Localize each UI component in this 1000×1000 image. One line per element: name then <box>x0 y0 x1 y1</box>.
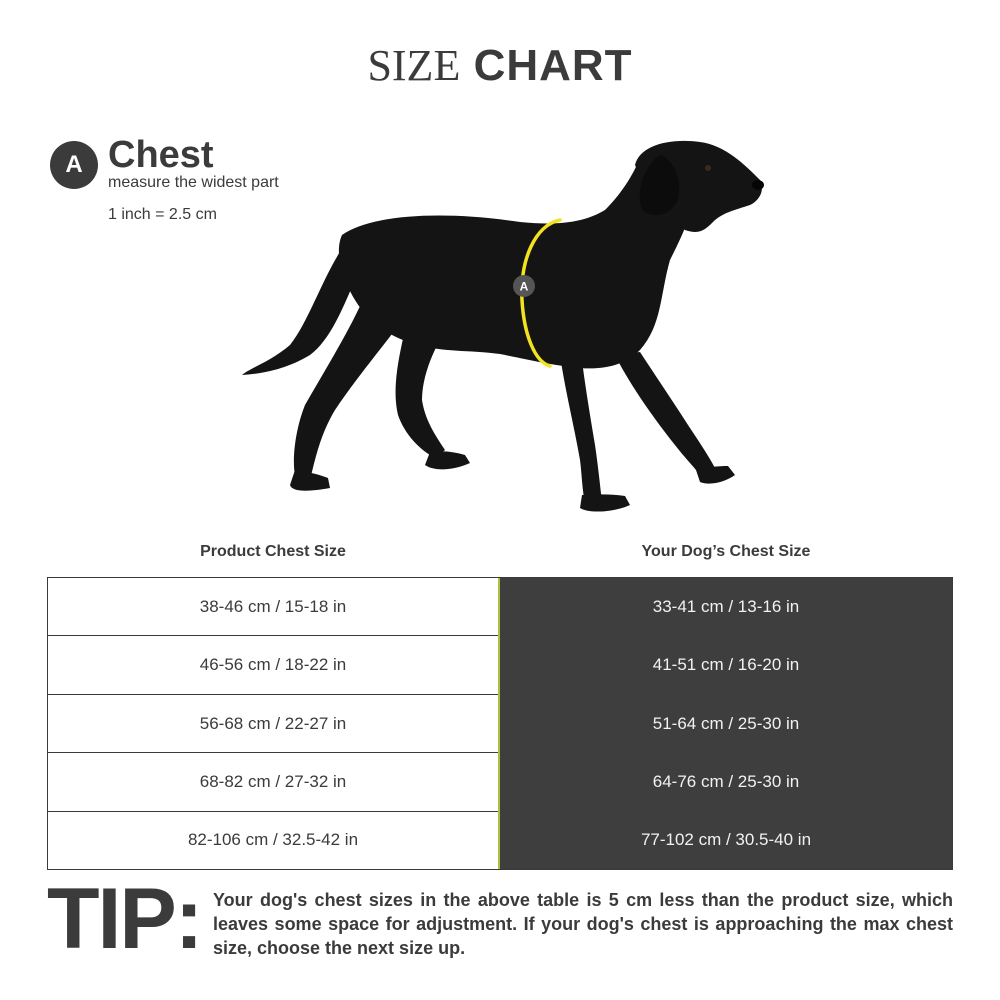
measure-badge: A <box>50 141 98 189</box>
dog-size-cell: 64-76 cm / 25-30 in <box>652 771 800 791</box>
dog-eye <box>705 165 711 171</box>
dog-size-cell: 33-41 cm / 13-16 in <box>652 597 800 617</box>
dog-illustration <box>230 130 780 520</box>
title-part-1: SIZE <box>367 41 461 90</box>
chest-marker-label: A <box>519 279 529 294</box>
dog-front-leg-1 <box>560 355 602 502</box>
product-size-cell: 68-82 cm / 27-32 in <box>48 752 498 810</box>
product-size-cell: 46-56 cm / 18-22 in <box>48 635 498 693</box>
product-size-cell: 82-106 cm / 32.5-42 in <box>48 811 498 869</box>
measure-subtitle: measure the widest part <box>108 174 279 191</box>
page-title <box>0 40 1000 91</box>
header-dog-chest-size: Your Dog’s Chest Size <box>641 543 811 560</box>
dog-back-leg-2 <box>396 330 445 458</box>
dog-size-cell: 41-51 cm / 16-20 in <box>652 655 800 675</box>
size-table <box>47 577 953 870</box>
tip-label: TIP: <box>47 871 202 967</box>
tip-text: Your dog's chest sizes in the above table is 5 cm less than the product size, which leaves some space for adjustment. If your dog's chest is approaching the max chest size, choose the next size up. <box>213 890 953 958</box>
dog-size-cell: 51-64 cm / 25-30 in <box>652 713 800 733</box>
dog-front-leg-2 <box>615 352 715 475</box>
dog-nose <box>752 180 764 190</box>
dog-size-cell: 77-102 cm / 30.5-40 in <box>640 829 812 849</box>
product-size-cell: 56-68 cm / 22-27 in <box>48 694 498 752</box>
dog-body <box>339 158 693 368</box>
product-size-column <box>48 578 500 869</box>
header-product-chest-size: Product Chest Size <box>200 543 346 560</box>
unit-conversion-note: 1 inch = 2.5 cm <box>108 206 217 223</box>
product-size-cell: 38-46 cm / 15-18 in <box>199 596 347 616</box>
dog-size-column <box>500 578 952 869</box>
title-part-2: CHART <box>473 41 633 90</box>
measure-heading: Chest <box>108 134 214 176</box>
